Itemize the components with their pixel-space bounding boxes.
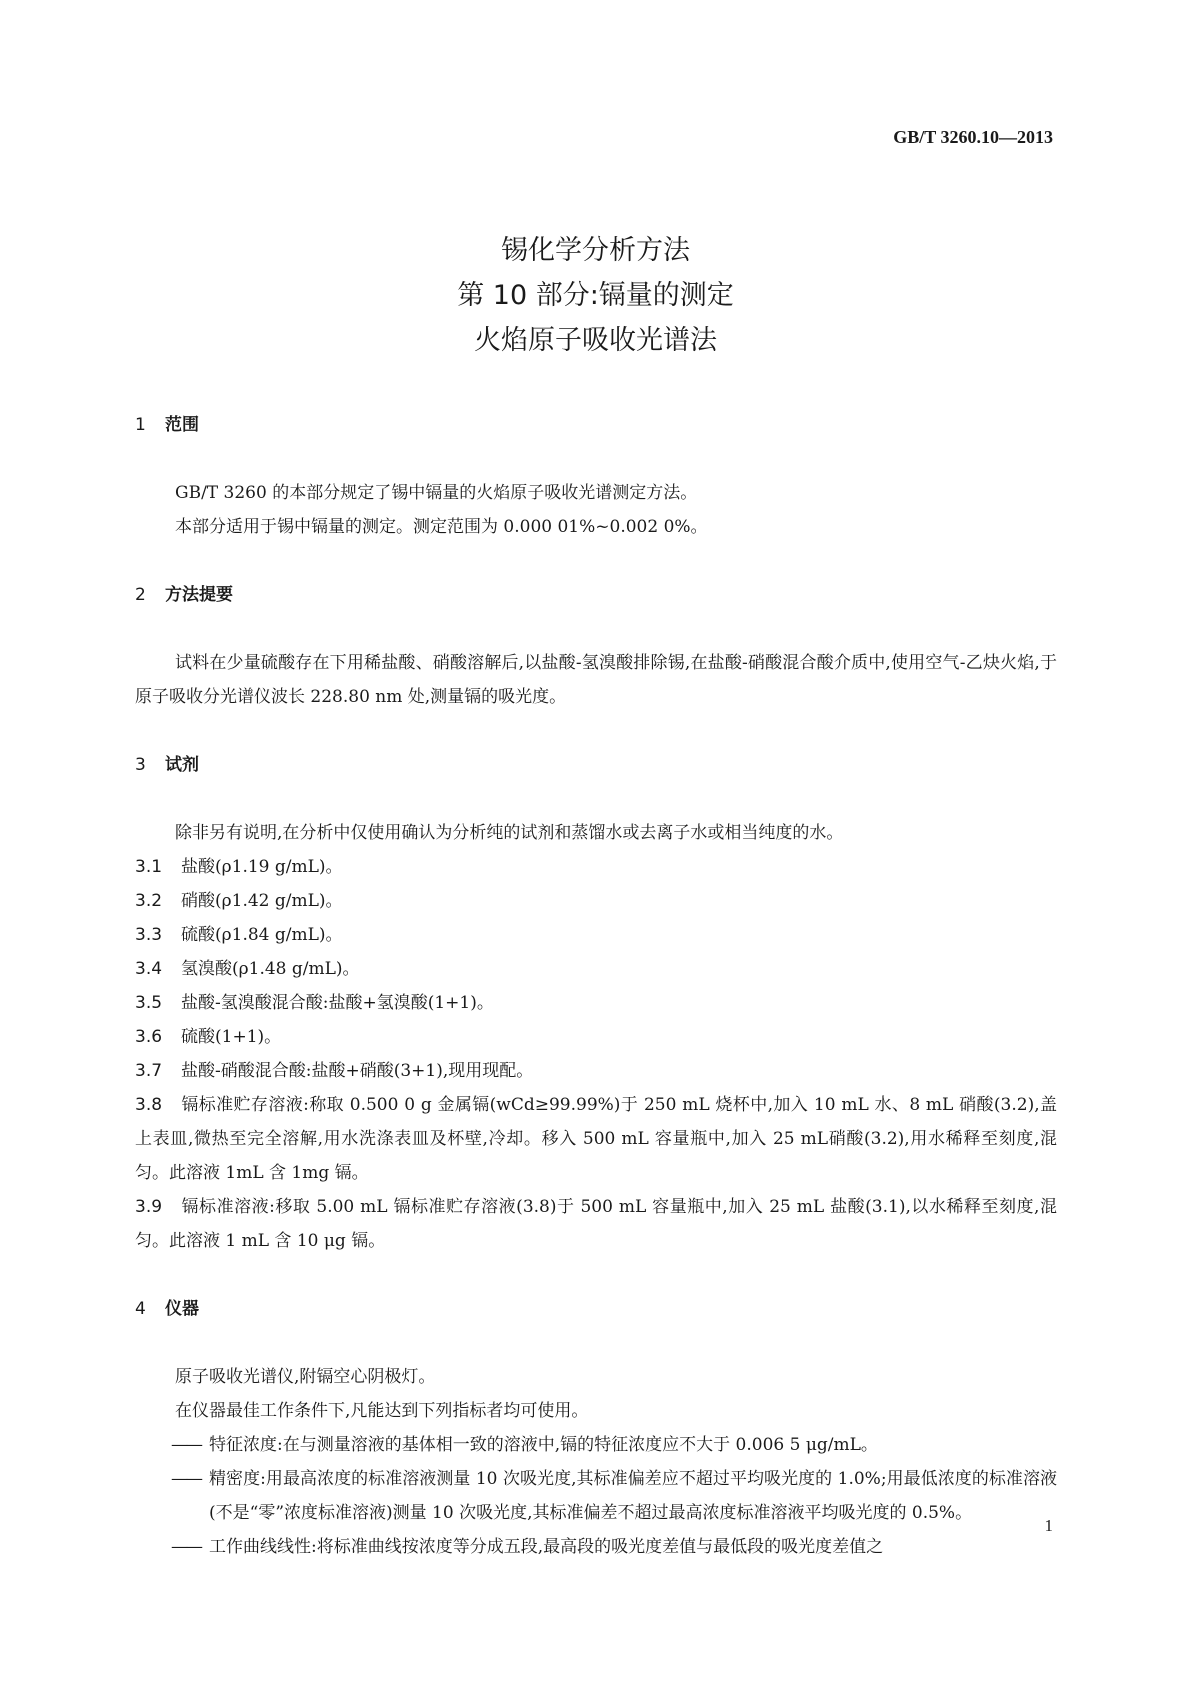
paragraph: 除非另有说明,在分析中仅使用确认为分析纯的试剂和蒸馏水或去离子水或相当纯度的水。 <box>175 823 844 843</box>
title-line-1: 锡化学分析方法 <box>501 235 690 266</box>
dash-mark: —— <box>171 1435 201 1455</box>
item-number: 3.7 <box>135 1061 163 1081</box>
section-heading-scope <box>135 408 1057 442</box>
section-number: 1 <box>135 415 146 435</box>
reagent-item <box>135 850 1057 884</box>
paragraph: 试料在少量硫酸存在下用稀盐酸、硝酸溶解后,以盐酸-氢溴酸排除锡,在盐酸-硝酸混合酸介质中,使用空气-乙炔火焰,于原子吸收分光谱仪波长 228.80 nm 处,测量镉的吸光度。 <box>135 653 1057 707</box>
item-number: 3.9 <box>135 1197 163 1217</box>
requirement-item <box>135 1462 1057 1530</box>
item-number: 3.2 <box>135 891 163 911</box>
reagent-item <box>135 918 1057 952</box>
item-text: 盐酸-硝酸混合酸:盐酸+硝酸(3+1),现用现配。 <box>181 1061 534 1081</box>
item-text: 硫酸(ρ1.84 g/mL)。 <box>181 925 343 945</box>
item-number: 3.3 <box>135 925 163 945</box>
item-text: 盐酸-氢溴酸混合酸:盐酸+氢溴酸(1+1)。 <box>181 993 494 1013</box>
requirement-text: 特征浓度:在与测量溶液的基体相一致的溶液中,镉的特征浓度应不大于 0.006 5 μg/mL。 <box>209 1435 878 1455</box>
section-title: 试剂 <box>165 755 199 775</box>
reagent-item-long <box>135 1088 1057 1190</box>
page-number: 1 <box>1044 1516 1053 1535</box>
item-text: 镉标准溶液:移取 5.00 mL 镉标准贮存溶液(3.8)于 500 mL 容量瓶中,加入 25 mL 盐酸(3.1),以水稀释至刻度,混匀。此溶液 1 mL 含 10 μg 镉。 <box>135 1197 1057 1251</box>
item-number: 3.1 <box>135 857 163 877</box>
section-number: 2 <box>135 585 146 605</box>
item-number: 3.5 <box>135 993 163 1013</box>
paragraph: GB/T 3260 的本部分规定了锡中镉量的火焰原子吸收光谱测定方法。 <box>175 483 698 503</box>
item-text: 镉标准贮存溶液:称取 0.500 0 g 金属镉(wCd≥99.99%)于 250 mL 烧杯中,加入 10 mL 水、8 mL 硝酸(3.2),盖上表皿,微热至完全溶解,用水洗涤表皿及杯壁,冷却。移入 500 mL 容量瓶中,加入 25 mL硝酸(3.2),用水稀释至刻度,混匀。此溶液 1mL 含 1mg 镉。 <box>135 1095 1057 1183</box>
reagent-item-long <box>135 1190 1057 1258</box>
reagent-item <box>135 986 1057 1020</box>
requirement-text: 工作曲线线性:将标准曲线按浓度等分成五段,最高段的吸光度差值与最低段的吸光度差值之 <box>209 1537 884 1557</box>
requirement-item <box>135 1530 1057 1564</box>
paragraph: 本部分适用于锡中镉量的测定。测定范围为 0.000 01%~0.002 0%。 <box>175 517 708 537</box>
item-number: 3.6 <box>135 1027 163 1047</box>
title-line-2: 第 10 部分:镉量的测定 <box>457 280 734 311</box>
title-line-3: 火焰原子吸收光谱法 <box>474 325 717 356</box>
reagent-item <box>135 1054 1057 1088</box>
requirement-item <box>135 1428 1057 1462</box>
section-title: 仪器 <box>165 1299 199 1319</box>
section-number: 4 <box>135 1299 146 1319</box>
section-heading-apparatus <box>135 1292 1057 1326</box>
item-text: 硝酸(ρ1.42 g/mL)。 <box>181 891 343 911</box>
dash-mark: —— <box>171 1537 201 1557</box>
item-text: 硫酸(1+1)。 <box>181 1027 282 1047</box>
item-number: 3.8 <box>135 1095 163 1115</box>
section-title: 方法提要 <box>165 585 233 605</box>
section-number: 3 <box>135 755 146 775</box>
paragraph: 原子吸收光谱仪,附镉空心阴极灯。 <box>175 1367 436 1387</box>
standard-code: GB/T 3260.10—2013 <box>893 127 1053 147</box>
reagent-item <box>135 952 1057 986</box>
document-body <box>135 408 1057 1564</box>
section-title: 范围 <box>165 415 199 435</box>
reagent-item <box>135 884 1057 918</box>
item-text: 氢溴酸(ρ1.48 g/mL)。 <box>181 959 360 979</box>
requirement-text: 精密度:用最高浓度的标准溶液测量 10 次吸光度,其标准偏差应不超过平均吸光度的 1.0%;用最低浓度的标准溶液(不是“零”浓度标准溶液)测量 10 次吸光度,其标准偏差不超过最高浓度标准溶液平均吸光度的 0.5%。 <box>209 1469 1057 1523</box>
item-number: 3.4 <box>135 959 163 979</box>
reagent-item <box>135 1020 1057 1054</box>
document-title <box>0 228 1191 363</box>
section-heading-reagents <box>135 748 1057 782</box>
paragraph: 在仪器最佳工作条件下,凡能达到下列指标者均可使用。 <box>175 1401 589 1421</box>
section-heading-principle <box>135 578 1057 612</box>
item-text: 盐酸(ρ1.19 g/mL)。 <box>181 857 343 877</box>
dash-mark: —— <box>171 1469 201 1489</box>
